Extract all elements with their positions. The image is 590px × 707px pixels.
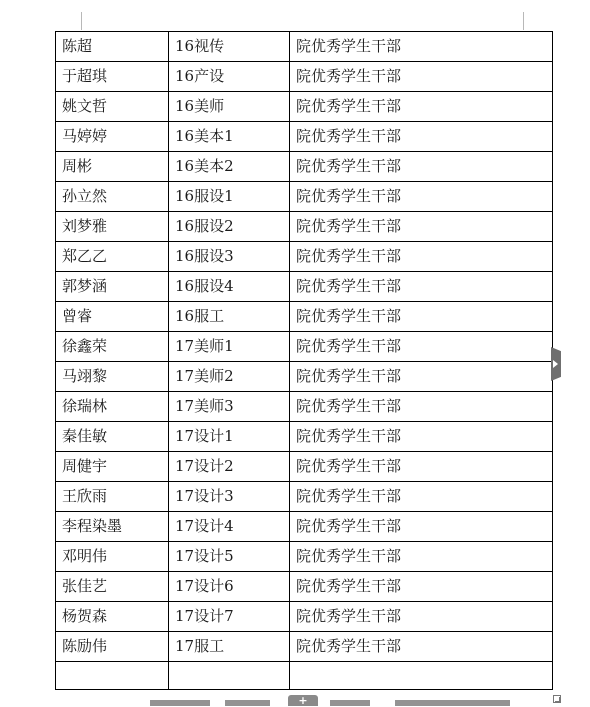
table-row xyxy=(56,152,553,182)
award-cell[interactable]: 院优秀学生干部 xyxy=(290,152,553,182)
class-cell[interactable]: 16美师 xyxy=(169,92,290,122)
name-cell[interactable]: 邓明伟 xyxy=(56,542,169,572)
name-cell[interactable]: 陈超 xyxy=(56,32,169,62)
right-margin-marker xyxy=(523,12,524,30)
table-row xyxy=(56,362,553,392)
award-cell[interactable]: 院优秀学生干部 xyxy=(290,32,553,62)
next-line-fragment xyxy=(225,700,270,706)
class-cell[interactable] xyxy=(169,662,290,690)
table-row xyxy=(56,182,553,212)
name-cell[interactable]: 李程染墨 xyxy=(56,512,169,542)
left-margin-marker xyxy=(81,12,82,30)
award-cell[interactable]: 院优秀学生干部 xyxy=(290,602,553,632)
award-table-body xyxy=(56,32,553,690)
table-row xyxy=(56,572,553,602)
class-cell[interactable]: 17设计3 xyxy=(169,482,290,512)
table-row xyxy=(56,332,553,362)
class-cell[interactable]: 16服设2 xyxy=(169,212,290,242)
class-cell[interactable]: 16服设1 xyxy=(169,182,290,212)
award-table xyxy=(55,31,553,690)
award-cell[interactable]: 院优秀学生干部 xyxy=(290,302,553,332)
name-cell[interactable]: 郑乙乙 xyxy=(56,242,169,272)
table-row xyxy=(56,482,553,512)
award-cell[interactable]: 院优秀学生干部 xyxy=(290,482,553,512)
class-cell[interactable]: 17设计4 xyxy=(169,512,290,542)
name-cell[interactable]: 秦佳敏 xyxy=(56,422,169,452)
name-cell[interactable]: 张佳艺 xyxy=(56,572,169,602)
class-cell[interactable]: 16美本1 xyxy=(169,122,290,152)
award-cell[interactable]: 院优秀学生干部 xyxy=(290,212,553,242)
class-cell[interactable]: 17美师3 xyxy=(169,392,290,422)
name-cell[interactable] xyxy=(56,662,169,690)
award-cell[interactable]: 院优秀学生干部 xyxy=(290,332,553,362)
table-row xyxy=(56,122,553,152)
class-cell[interactable]: 17设计7 xyxy=(169,602,290,632)
name-cell[interactable]: 孙立然 xyxy=(56,182,169,212)
name-cell[interactable]: 徐鑫荣 xyxy=(56,332,169,362)
class-cell[interactable]: 16服设3 xyxy=(169,242,290,272)
table-row xyxy=(56,602,553,632)
table-row xyxy=(56,542,553,572)
table-row xyxy=(56,452,553,482)
award-cell[interactable]: 院优秀学生干部 xyxy=(290,242,553,272)
table-row xyxy=(56,512,553,542)
award-cell[interactable]: 院优秀学生干部 xyxy=(290,92,553,122)
empty-table-row xyxy=(56,662,553,690)
table-row xyxy=(56,32,553,62)
award-cell[interactable] xyxy=(290,662,553,690)
award-cell[interactable]: 院优秀学生干部 xyxy=(290,272,553,302)
name-cell[interactable]: 马婷婷 xyxy=(56,122,169,152)
plus-icon: + xyxy=(298,694,308,707)
class-cell[interactable]: 16服工 xyxy=(169,302,290,332)
class-cell[interactable]: 17服工 xyxy=(169,632,290,662)
name-cell[interactable]: 刘梦雅 xyxy=(56,212,169,242)
class-cell[interactable]: 16美本2 xyxy=(169,152,290,182)
award-cell[interactable]: 院优秀学生干部 xyxy=(290,392,553,422)
class-cell[interactable]: 17设计2 xyxy=(169,452,290,482)
name-cell[interactable]: 姚文哲 xyxy=(56,92,169,122)
name-cell[interactable]: 陈励伟 xyxy=(56,632,169,662)
award-cell[interactable]: 院优秀学生干部 xyxy=(290,122,553,152)
class-cell[interactable]: 17美师1 xyxy=(169,332,290,362)
table-row xyxy=(56,62,553,92)
award-cell[interactable]: 院优秀学生干部 xyxy=(290,632,553,662)
next-line-fragment xyxy=(395,700,510,706)
name-cell[interactable]: 徐瑞林 xyxy=(56,392,169,422)
class-cell[interactable]: 16产设 xyxy=(169,62,290,92)
award-cell[interactable]: 院优秀学生干部 xyxy=(290,182,553,212)
table-row xyxy=(56,92,553,122)
table-row xyxy=(56,272,553,302)
name-cell[interactable]: 王欣雨 xyxy=(56,482,169,512)
class-cell[interactable]: 17设计5 xyxy=(169,542,290,572)
name-cell[interactable]: 杨贺森 xyxy=(56,602,169,632)
next-line-fragment xyxy=(150,700,210,706)
next-line-fragment xyxy=(330,700,370,706)
class-cell[interactable]: 16视传 xyxy=(169,32,290,62)
award-cell[interactable]: 院优秀学生干部 xyxy=(290,572,553,602)
name-cell[interactable]: 马翊黎 xyxy=(56,362,169,392)
name-cell[interactable]: 周健宇 xyxy=(56,452,169,482)
award-cell[interactable]: 院优秀学生干部 xyxy=(290,62,553,92)
award-cell[interactable]: 院优秀学生干部 xyxy=(290,362,553,392)
award-cell[interactable]: 院优秀学生干部 xyxy=(290,512,553,542)
table-resize-icon[interactable] xyxy=(553,695,561,703)
table-row xyxy=(56,392,553,422)
name-cell[interactable]: 于超琪 xyxy=(56,62,169,92)
table-row xyxy=(56,302,553,332)
award-cell[interactable]: 院优秀学生干部 xyxy=(290,422,553,452)
class-cell[interactable]: 16服设4 xyxy=(169,272,290,302)
class-cell[interactable]: 17美师2 xyxy=(169,362,290,392)
table-row xyxy=(56,632,553,662)
name-cell[interactable]: 郭梦涵 xyxy=(56,272,169,302)
table-row xyxy=(56,212,553,242)
add-row-button[interactable] xyxy=(288,695,318,706)
award-cell[interactable]: 院优秀学生干部 xyxy=(290,452,553,482)
name-cell[interactable]: 周彬 xyxy=(56,152,169,182)
class-cell[interactable]: 17设计6 xyxy=(169,572,290,602)
class-cell[interactable]: 17设计1 xyxy=(169,422,290,452)
table-row xyxy=(56,242,553,272)
table-row xyxy=(56,422,553,452)
award-cell[interactable]: 院优秀学生干部 xyxy=(290,542,553,572)
table-side-arrow-icon[interactable] xyxy=(551,347,561,381)
name-cell[interactable]: 曾睿 xyxy=(56,302,169,332)
